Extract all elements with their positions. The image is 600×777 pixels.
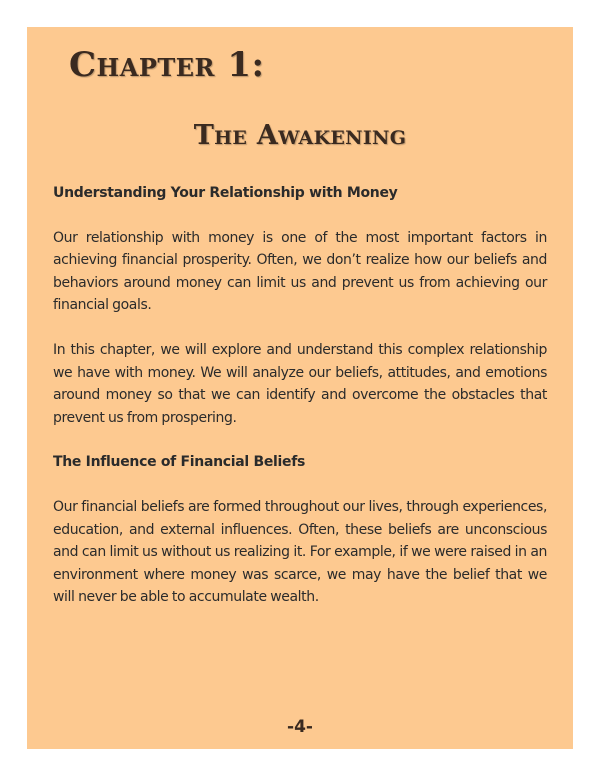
section-heading: Understanding Your Relationship with Money bbox=[53, 185, 398, 201]
page-number: -4- bbox=[287, 717, 313, 737]
document-page bbox=[27, 27, 573, 749]
section-relationship-with-money bbox=[53, 182, 547, 429]
section-heading: The Influence of Financial Beliefs bbox=[53, 454, 306, 471]
body-content bbox=[53, 182, 547, 631]
section-financial-beliefs bbox=[53, 451, 547, 609]
paragraph: In this chapter, we will explore and understand this complex relationship we have with money. We will analyze our beliefs, attitudes, and emotions around money so that we can identify and overcome the obstacles that prevent us from prospering. bbox=[53, 341, 547, 426]
paragraph: Our relationship with money is one of the most important factors in achieving financial prosperity. Often, we don’t realize how our beliefs and behaviors around money can limit us and prevent us from achieving our financial goals. bbox=[53, 229, 547, 314]
chapter-subtitle: The Awakening bbox=[193, 120, 407, 151]
chapter-title: Chapter 1: bbox=[69, 45, 265, 85]
paragraph: Our financial beliefs are formed throughout our lives, through experiences, education, and external influences. Often, these beliefs are unconscious and can limit us without us realizing it. For example, if we were raised in an environment where money was scarce, we may have the belief that we will never be able to accumulate wealth. bbox=[53, 498, 547, 606]
